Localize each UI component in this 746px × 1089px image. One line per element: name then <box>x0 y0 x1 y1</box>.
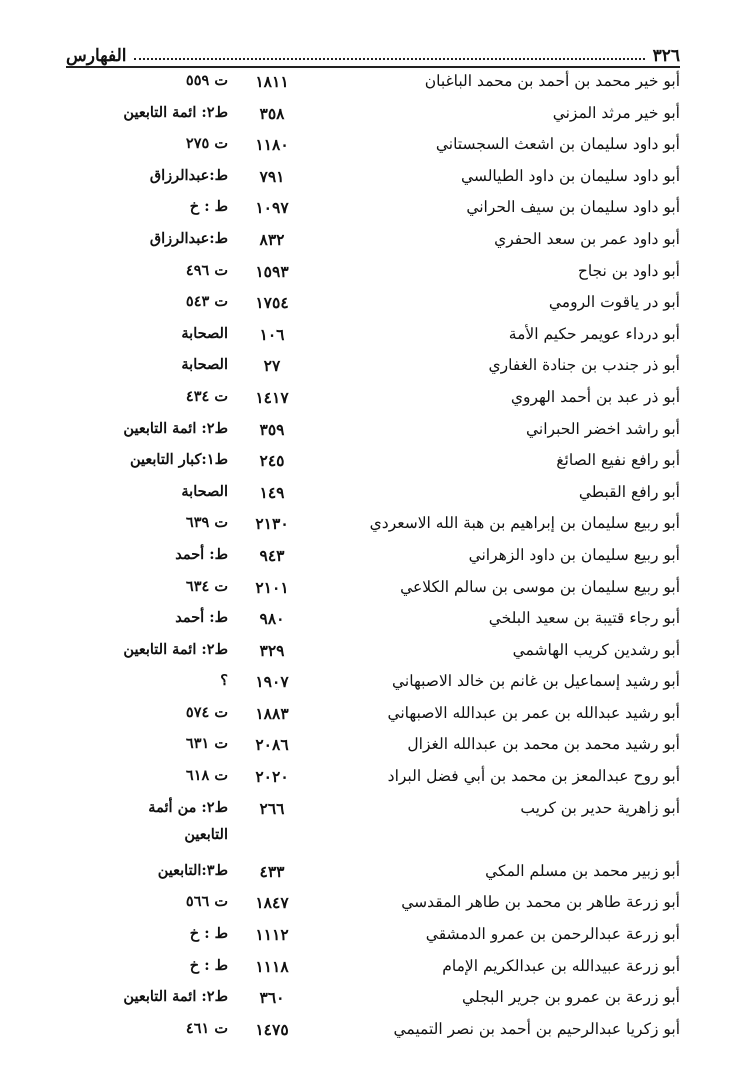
index-entry <box>0 382 746 414</box>
index-entry <box>0 350 746 382</box>
entry-name: أبو روح عبدالمعز بن محمد بن أبي فضل البراد <box>387 767 680 786</box>
index-entry <box>0 161 746 193</box>
entry-number: ١٨٤٧ <box>255 893 289 913</box>
entry-class: ط٢: من أئمة <box>148 798 228 816</box>
entry-name: أبو زرعة عبيدالله بن عبدالكريم الإمام <box>442 956 680 975</box>
entry-number: ١٠٩٧ <box>255 198 289 218</box>
index-entry <box>0 982 746 1014</box>
index-entry <box>0 287 746 319</box>
entry-number: ١٤٩ <box>259 482 285 502</box>
entry-class: ط٢: ائمة التابعين <box>123 640 228 658</box>
entry-number: ٢٠٢٠ <box>255 767 289 787</box>
entry-number: ٣٦٠ <box>259 988 285 1008</box>
entry-class: ت ٤٩٦ <box>185 261 228 279</box>
index-entry <box>0 572 746 604</box>
entry-class: ت ٦٣١ <box>185 735 228 753</box>
entry-name: أبو داود سليمان بن سيف الحراني <box>466 198 680 217</box>
entry-class: ت ٦٣٩ <box>185 514 228 532</box>
section-title: الفهارس <box>66 46 127 66</box>
entry-class: ت ٥٥٩ <box>185 72 228 89</box>
entry-class: ط٣:التابعين <box>157 861 228 879</box>
entry-name: أبو رشيد عبدالله بن عمر بن عبدالله الاصبهاني <box>387 703 680 722</box>
entry-number: ٣٥٨ <box>259 103 285 123</box>
index-entry <box>0 919 746 951</box>
entry-name: أبو داود عمر بن سعد الحفري <box>494 229 680 248</box>
entry-number: ١٤٧٥ <box>255 1019 289 1039</box>
entry-class: ت ٢٧٥ <box>185 135 228 153</box>
entry-number: ٢٤٥ <box>259 451 285 471</box>
entry-class: ت ٦٣٤ <box>185 577 228 595</box>
entry-class: ؟ <box>220 672 228 690</box>
index-entry <box>0 540 746 572</box>
entry-class: ت ٤٦١ <box>185 1019 228 1037</box>
index-entry <box>0 192 746 224</box>
entry-name: أبو ذر جندب بن جنادة الغفاري <box>488 356 680 375</box>
index-entry <box>0 951 746 983</box>
index-entry <box>0 319 746 351</box>
entry-number: ١٨٨٣ <box>255 703 289 723</box>
header-dot-leader <box>134 57 644 60</box>
entry-number: ١٧٥٤ <box>255 293 289 313</box>
entry-class: ط : خ <box>189 198 228 216</box>
entry-class: ط : خ <box>189 925 228 943</box>
entry-number: ٩٤٣ <box>259 545 285 565</box>
entry-number: ٣٢٩ <box>259 640 285 660</box>
entry-number: ١١٨٠ <box>255 135 289 155</box>
entry-name: أبو رشدين كريب الهاشمي <box>512 640 680 659</box>
index-entry <box>0 887 746 919</box>
entry-name: أبو در ياقوت الرومي <box>548 293 680 312</box>
entry-number: ١١١٨ <box>255 956 289 976</box>
index-entry <box>0 761 746 793</box>
entry-class: ط: أحمد <box>175 545 228 563</box>
page-header <box>66 36 680 66</box>
entry-name: أبو خير مرثد المزني <box>552 103 680 122</box>
index-entry <box>0 856 746 888</box>
entry-name: أبو داود سليمان بن اشعث السجستاني <box>435 135 680 154</box>
entry-name: أبو زرعة عبدالرحمن بن عمرو الدمشقي <box>425 925 680 944</box>
entry-class: الصحابة <box>181 482 228 500</box>
index-entry <box>0 98 746 130</box>
entry-number: ١١١٢ <box>255 925 289 945</box>
entry-name: أبو زرعة بن عمرو بن جرير البجلي <box>462 988 680 1007</box>
entry-name: أبو رشيد إسماعيل بن غانم بن خالد الاصبهاني <box>392 672 680 691</box>
entry-name: أبو راشد اخضر الحبراني <box>525 419 680 438</box>
entry-name: أبو رجاء قتيبة بن سعيد البلخي <box>488 609 680 628</box>
entry-name: أبو داود سليمان بن داود الطيالسي <box>460 166 680 185</box>
entry-class: الصحابة <box>181 324 228 342</box>
entry-number: ٢١٠١ <box>255 577 289 597</box>
index-entry <box>0 445 746 477</box>
entry-class: ت ٥٦٦ <box>185 893 228 911</box>
entry-name: أبو رافع نفيع الصائغ <box>556 451 680 470</box>
index-entry <box>0 224 746 256</box>
entry-class: ت ٥٤٣ <box>185 293 228 311</box>
index-entry <box>0 793 746 825</box>
page-number: ٣٢٦ <box>652 46 680 66</box>
entry-number: ٩٨٠ <box>259 609 285 629</box>
entry-number: ١٥٩٣ <box>255 261 289 281</box>
entry-number: ٢١٣٠ <box>255 514 289 534</box>
entry-number: ١٠٦ <box>259 324 285 344</box>
entry-number: ٣٥٩ <box>259 419 285 439</box>
entry-class: التابعين <box>184 826 228 844</box>
entry-name: أبو رشيد محمد بن محمد بن عبدالله الغزال <box>407 735 680 754</box>
index-entry <box>0 66 746 98</box>
entry-name: أبو رافع القبطي <box>578 482 680 501</box>
entry-name: أبو خير محمد بن أحمد بن محمد الباغبان <box>424 72 680 90</box>
entry-class: ط٢: ائمة التابعين <box>123 419 228 437</box>
entry-name: أبو ذر عبد بن أحمد الهروي <box>510 387 680 406</box>
index-entry <box>0 508 746 540</box>
entry-number: ٢٧ <box>263 356 281 376</box>
entry-name: أبو درداء عويمر حكيم الأمة <box>508 324 680 343</box>
entry-number: ١٨١١ <box>255 72 289 91</box>
index-entry <box>0 603 746 635</box>
entry-class: ط : خ <box>189 956 228 974</box>
entry-class: ط: أحمد <box>175 609 228 627</box>
entry-class: ت ٦١٨ <box>185 767 228 785</box>
entry-name: أبو زكريا عبدالرحيم بن أحمد بن نصر التميمي <box>393 1019 680 1038</box>
index-entry <box>0 414 746 446</box>
index-entry <box>0 635 746 667</box>
index-entry <box>0 129 746 161</box>
entry-class: ط:عبدالرزاق <box>149 166 228 184</box>
entry-name: أبو زرعة طاهر بن محمد بن طاهر المقدسي <box>401 893 680 912</box>
entry-class: الصحابة <box>181 356 228 374</box>
index-entry <box>0 1014 746 1046</box>
entry-number: ٢٠٨٦ <box>255 735 289 755</box>
entry-class: ط١:كبار التابعين <box>129 451 228 469</box>
entry-number: ٢٦٦ <box>259 798 285 818</box>
index-entry <box>0 666 746 698</box>
index-entry <box>0 698 746 730</box>
entry-class: ط٢: ائمة التابعين <box>123 103 228 121</box>
index-entries <box>0 66 746 1045</box>
entry-number: ١٩٠٧ <box>255 672 289 692</box>
entry-name: أبو زبير محمد بن مسلم المكي <box>485 861 680 880</box>
entry-name: أبو ربيع سليمان بن داود الزهراني <box>468 545 680 564</box>
entry-class: ط٢: ائمة التابعين <box>123 988 228 1006</box>
index-entry-continuation <box>0 824 746 856</box>
index-entry <box>0 256 746 288</box>
index-entry <box>0 729 746 761</box>
entry-number: ١٤١٧ <box>255 387 289 407</box>
entry-class: ط:عبدالرزاق <box>149 229 228 247</box>
entry-class: ت ٤٣٤ <box>185 387 228 405</box>
entry-name: أبو داود بن نجاح <box>577 261 680 280</box>
entry-name: أبو ربيع سليمان بن موسى بن سالم الكلاعي <box>400 577 680 596</box>
entry-number: ٨٣٢ <box>259 229 285 249</box>
index-entry <box>0 477 746 509</box>
entry-name: أبو ربيع سليمان بن إبراهيم بن هبة الله الاسعردي <box>369 514 680 533</box>
entry-name: أبو زاهرية حدير بن كريب <box>520 798 680 817</box>
entry-class: ت ٥٧٤ <box>185 703 228 721</box>
entry-number: ٤٣٣ <box>259 861 285 881</box>
entry-number: ٧٩١ <box>259 166 285 186</box>
